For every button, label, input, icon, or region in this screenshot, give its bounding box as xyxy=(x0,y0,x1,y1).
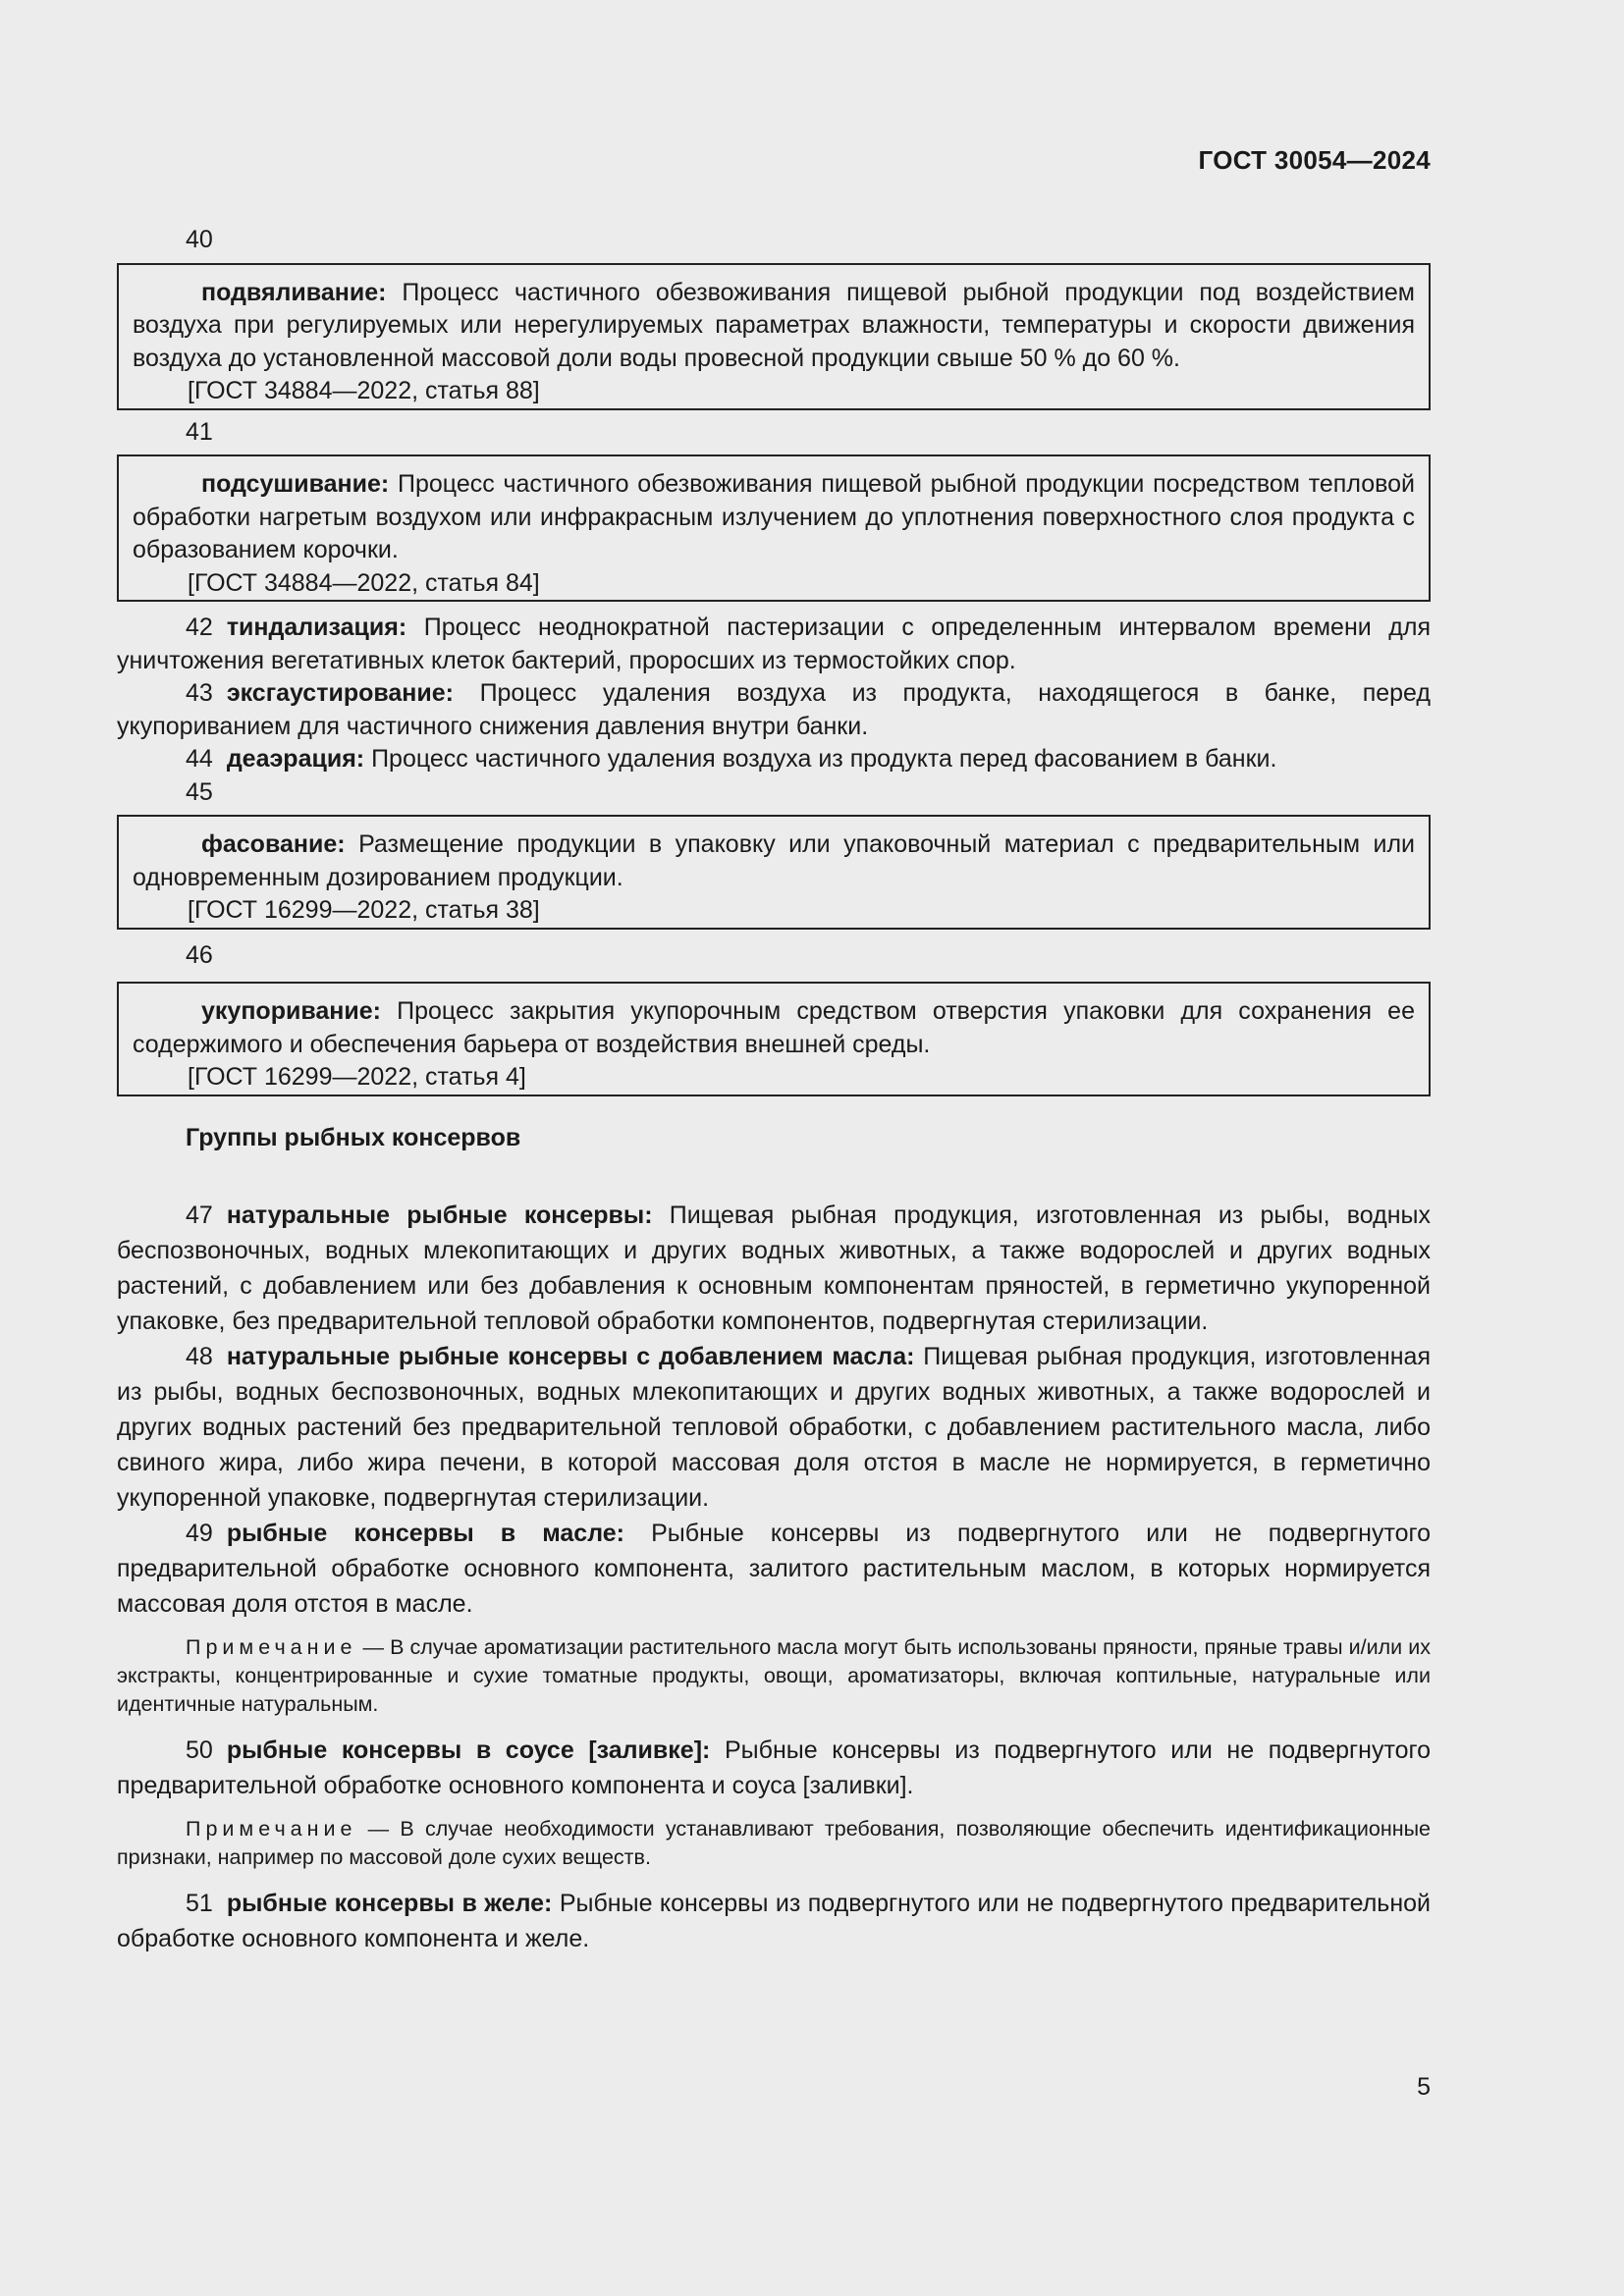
source-reference: [ГОСТ 16299—2022, статья 38] xyxy=(188,896,540,924)
term: эксгаустирование: xyxy=(226,679,455,707)
definition: Процесс частичного обезвоживания пищевой рыбной продукции под воздействием воздуха при регулируемых или нерегулируемых параметрах влажности, температуры и скорости движения воздуха до установленной массовой доли воды провесной продукции свыше 50 % до 60 %. xyxy=(133,278,1415,372)
document-body xyxy=(117,224,1431,1956)
term-box-46 xyxy=(117,982,1431,1096)
definition: Рыбные консервы из подвергнутого или не подвергнутого предварительной обработке основного компонента, залитого растительным маслом, в которых нормируется массовая доля отстоя в масле. xyxy=(117,1520,1431,1618)
term-box-41 xyxy=(117,454,1431,602)
entry-number: 48 xyxy=(186,1343,213,1370)
note-label: Примечание xyxy=(186,1817,357,1841)
term: рыбные консервы в соусе [заливке]: xyxy=(226,1736,711,1764)
note xyxy=(117,1815,1431,1872)
term: укупоривание: xyxy=(201,997,381,1025)
definition: Процесс удаления воздуха из продукта, находящегося в банке, перед укупориванием для частичного снижения давления внутри банки. xyxy=(117,679,1432,740)
definition: Рыбные консервы из подвергнутого или не подвергнутого предварительной обработке основного компонента и желе. xyxy=(117,1890,1431,1952)
section-heading: Группы рыбных консервов xyxy=(186,1123,521,1151)
term-entry xyxy=(133,277,1415,376)
definition: Размещение продукции в упаковку или упаковочный материал с предварительным или одновременным дозированием продукции. xyxy=(133,830,1416,891)
term-entry-43 xyxy=(117,677,1431,743)
entry-number: 40 xyxy=(186,226,213,253)
term: фасование: xyxy=(201,830,346,858)
term-entry xyxy=(133,995,1415,1061)
entry-number: 50 xyxy=(186,1736,213,1764)
definition: Процесс закрытия укупорочным средством отверстия упаковки для сохранения ее содержимого и обеспечения барьера от воздействия внешней среды. xyxy=(133,997,1415,1058)
term: натуральные рыбные консервы с добавлением масла: xyxy=(226,1343,915,1370)
definition: Пищевая рыбная продукция, изготовленная из рыбы, водных беспозвоночных, водных млекопитающих и других водных животных, а также водорослей и других водных растений без предварительной тепловой обработки, с добавлением растительного масла, либо свиного жира, либо жира печени, в которой массовая доля отстоя в масле не нормируется, в герметично укупоренной упаковке, подвергнутая стерилизации. xyxy=(117,1343,1431,1512)
term: рыбные консервы в масле: xyxy=(226,1520,624,1547)
definition: Рыбные консервы из подвергнутого или не подвергнутого предварительной обработке основного компонента и соуса [заливки]. xyxy=(117,1736,1431,1799)
term: подвяливание: xyxy=(201,278,387,306)
term-box-45 xyxy=(117,815,1431,930)
entry-number: 43 xyxy=(186,679,213,707)
term-entry-50 xyxy=(117,1733,1431,1803)
term: тиндализация: xyxy=(226,614,407,641)
entry-number: 51 xyxy=(186,1890,213,1917)
document-header: ГОСТ 30054—2024 xyxy=(1198,145,1431,175)
entry-number: 47 xyxy=(186,1201,213,1229)
entry-number: 49 xyxy=(186,1520,213,1547)
definition: Процесс неоднократной пастеризации с определенным интервалом времени для уничтожения вегетативных клеток бактерий, проросших из термостойких спор. xyxy=(117,614,1431,674)
term: натуральные рыбные консервы: xyxy=(226,1201,653,1229)
term-box-40 xyxy=(117,263,1431,410)
note xyxy=(117,1633,1431,1719)
term-entry-42 xyxy=(117,612,1431,677)
definition: Пищевая рыбная продукция, изготовленная из рыбы, водных беспозвоночных, водных млекопитающих и других водных животных, а также водорослей и других водных растений, с добавлением или без добавления к основным компонентам пряностей, в герметично укупоренной упаковке, без предварительной тепловой обработки компонентов, подвергнутая стерилизации. xyxy=(117,1201,1431,1335)
entry-number: 44 xyxy=(186,745,213,773)
definition: Процесс частичного удаления воздуха из продукта перед фасованием в банки. xyxy=(371,745,1277,773)
entry-number: 42 xyxy=(186,614,213,641)
term-entry xyxy=(133,828,1415,894)
entry-number: 46 xyxy=(186,940,213,969)
term-entry-47 xyxy=(117,1198,1431,1339)
source-reference: [ГОСТ 34884—2022, статья 88] xyxy=(188,377,540,404)
term-entry xyxy=(133,468,1415,567)
term: подсушивание: xyxy=(201,470,390,498)
source-reference: [ГОСТ 16299—2022, статья 4] xyxy=(188,1063,526,1091)
note-text: — В случае ароматизации растительного масла могут быть использованы пряности, пряные травы и/или их экстракты, концентрированные и сухие томатные продукты, овощи, ароматизаторы, включая коптильные, натуральные или идентичные натуральным. xyxy=(117,1635,1431,1716)
definition: Процесс частичного обезвоживания пищевой рыбной продукции посредством тепловой обработки нагретым воздухом или инфракрасным излучением до уплотнения поверхностного слоя продукта с образованием корочки. xyxy=(133,470,1415,563)
term-entry-51 xyxy=(117,1886,1431,1956)
term: деаэрация: xyxy=(226,745,365,773)
term-entry-44 xyxy=(117,743,1431,776)
term-entry-49 xyxy=(117,1516,1431,1622)
page-number: 5 xyxy=(1417,2073,1431,2101)
entry-number: 45 xyxy=(186,777,213,806)
term-entry-48 xyxy=(117,1339,1431,1516)
note-label: Примечание xyxy=(186,1635,357,1659)
source-reference: [ГОСТ 34884—2022, статья 84] xyxy=(188,568,540,597)
note-text: — В случае необходимости устанавливают требования, позволяющие обеспечить идентификационные признаки, например по массовой доле сухих веществ. xyxy=(117,1817,1431,1869)
term: рыбные консервы в желе: xyxy=(226,1890,553,1917)
entry-number: 41 xyxy=(186,417,213,446)
